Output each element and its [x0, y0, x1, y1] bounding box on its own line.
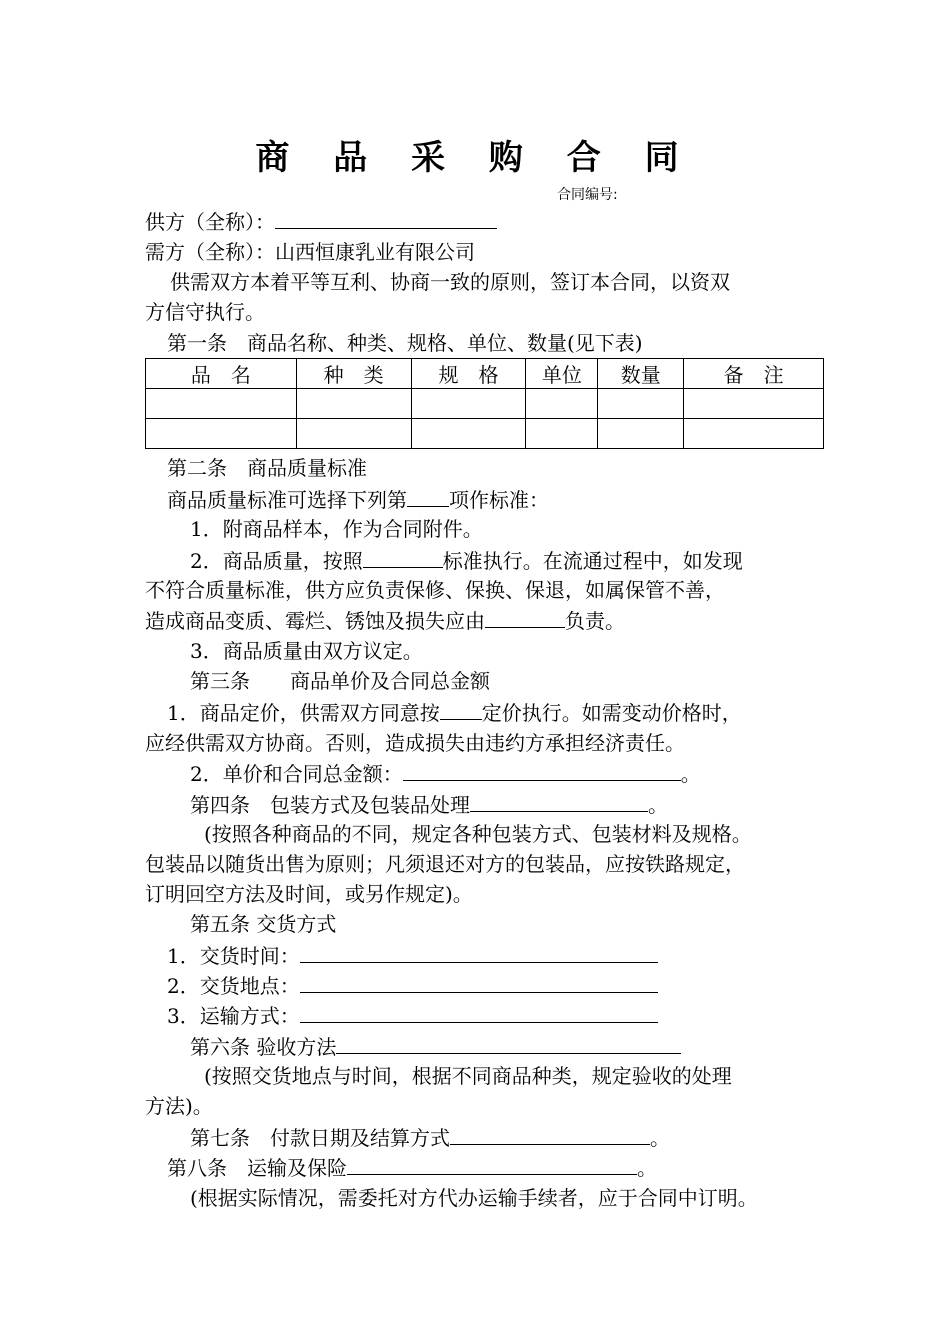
article-5-heading: 第五条 交货方式: [190, 912, 337, 936]
article-2-item-2-line-2: 不符合质量标准，供方应负责保修、保换、保退，如属保管不善，: [145, 578, 725, 602]
article-6-heading-line: [190, 1031, 681, 1062]
article-4-heading-line: [190, 789, 668, 820]
article-7-heading-line: [190, 1122, 670, 1153]
article-4-heading: 第四条 包装方式及包装品处理: [190, 793, 470, 817]
transport-mode-blank[interactable]: [300, 1000, 658, 1023]
header-quantity: 数量: [598, 359, 684, 389]
article-2-item-1: 1．附商品样本，作为合同附件。: [190, 517, 483, 541]
article-6-note-2: 方法)。: [145, 1094, 213, 1118]
article-2-intro-text: 商品质量标准可选择下列第: [167, 488, 407, 512]
delivery-time-label: 1．交货时间：: [167, 944, 300, 968]
table-cell[interactable]: [296, 419, 411, 449]
article-2-item-2-line-3-text: 造成商品变质、霉烂、锈蚀及损失应由: [145, 609, 485, 633]
article-5-item-1: [167, 940, 658, 971]
delivery-place-label: 2．交货地点：: [167, 974, 300, 998]
article-5-item-2: [167, 970, 658, 1001]
responsible-party-blank[interactable]: [485, 605, 565, 628]
article-2-heading: 第二条 商品质量标准: [167, 456, 367, 480]
table-cell[interactable]: [684, 419, 824, 449]
table-cell[interactable]: [146, 419, 297, 449]
header-name: 品 名: [146, 359, 297, 389]
table-row: [146, 419, 824, 449]
buyer-line: [145, 237, 475, 267]
header-remarks: 备 注: [684, 359, 824, 389]
contract-number-label: 合同编号:: [557, 187, 618, 203]
transport-mode-label: 3．运输方式：: [167, 1004, 300, 1028]
supplier-name-blank[interactable]: [275, 206, 497, 229]
article-2-item-2-text: 2．商品质量，按照: [190, 549, 363, 573]
article-3-heading: 第三条 商品单价及合同总金额: [190, 669, 490, 693]
article-6-note-1: (按照交货地点与时间，根据不同商品种类，规定验收的处理: [204, 1064, 732, 1088]
article-3-item-1-text-end: 定价执行。如需变动价格时，: [481, 701, 742, 725]
intro-line-2: 方信守执行。: [145, 300, 265, 324]
article-8-note: (根据实际情况，需委托对方代办运输手续者，应于合同中订明。: [190, 1186, 758, 1210]
article-2-item-2-line-3: [145, 605, 625, 636]
document-title: 商 品 采 购 合 同: [255, 138, 695, 178]
intro-line-1: 供需双方本着平等互利、协商一致的原则，签订本合同，以资双: [170, 270, 730, 294]
total-amount-blank[interactable]: [403, 758, 681, 781]
article-3-item-1-text: 1．商品定价，供需双方同意按: [167, 701, 440, 725]
article-4-note-1: (按照各种商品的不同，规定各种包装方式、包装材料及规格。: [204, 822, 752, 846]
article-2-item-2-text-end: 标准执行。在流通过程中，如发现: [442, 549, 743, 573]
supplier-line: [145, 206, 497, 237]
article-2-item-2: [190, 545, 743, 576]
article-8-heading: 第八条 运输及保险: [167, 1156, 347, 1180]
goods-table: [145, 358, 824, 449]
buyer-label: 需方（全称）：: [145, 240, 275, 264]
table-cell[interactable]: [411, 419, 526, 449]
period: 。: [680, 762, 701, 786]
table-cell[interactable]: [598, 419, 684, 449]
article-2-item-2-line-3-end: 负责。: [565, 609, 625, 633]
article-1-heading: 第一条 商品名称、种类、规格、单位、数量(见下表): [167, 331, 643, 355]
table-header-row: [146, 359, 824, 389]
header-category: 种 类: [296, 359, 411, 389]
article-6-heading: 第六条 验收方法: [190, 1035, 337, 1059]
table-cell[interactable]: [296, 389, 411, 419]
quality-standard-blank[interactable]: [363, 545, 443, 568]
table-cell[interactable]: [684, 389, 824, 419]
transport-insurance-blank[interactable]: [347, 1152, 637, 1175]
article-2-intro: [167, 484, 549, 515]
article-5-item-3: [167, 1000, 658, 1031]
header-unit: 单位: [526, 359, 598, 389]
table-cell[interactable]: [526, 389, 598, 419]
article-8-heading-line: [167, 1152, 657, 1183]
article-4-note-2: 包装品以随货出售为原则；凡须退还对方的包装品，应按铁路规定，: [145, 852, 745, 876]
inspection-method-blank[interactable]: [336, 1031, 681, 1054]
article-3-item-2-label: 2．单价和合同总金额：: [190, 762, 403, 786]
table-row: [146, 389, 824, 419]
period: 。: [648, 793, 668, 817]
header-spec: 规 格: [411, 359, 526, 389]
supplier-label: 供方（全称）：: [145, 210, 275, 234]
article-7-heading: 第七条 付款日期及结算方式: [190, 1126, 450, 1150]
article-2-item-3: 3．商品质量由双方议定。: [190, 639, 423, 663]
table-cell[interactable]: [526, 419, 598, 449]
delivery-time-blank[interactable]: [300, 940, 658, 963]
payment-terms-blank[interactable]: [450, 1122, 650, 1145]
standard-item-blank[interactable]: [407, 484, 449, 507]
table-cell[interactable]: [598, 389, 684, 419]
article-3-item-1: [167, 697, 742, 728]
packaging-blank[interactable]: [470, 789, 648, 812]
table-cell[interactable]: [411, 389, 526, 419]
article-3-item-2: [190, 758, 701, 789]
delivery-place-blank[interactable]: [300, 970, 658, 993]
price-basis-blank[interactable]: [440, 697, 482, 720]
article-4-note-3: 订明回空方法及时间，或另作规定)。: [145, 882, 473, 906]
table-cell[interactable]: [146, 389, 297, 419]
article-2-intro-text-end: 项作标准：: [449, 488, 549, 512]
period: 。: [637, 1156, 657, 1180]
buyer-name: 山西恒康乳业有限公司: [275, 240, 475, 264]
article-3-item-1-line-2: 应经供需双方协商。否则，造成损失由违约方承担经济责任。: [145, 731, 685, 755]
period: 。: [650, 1126, 670, 1150]
